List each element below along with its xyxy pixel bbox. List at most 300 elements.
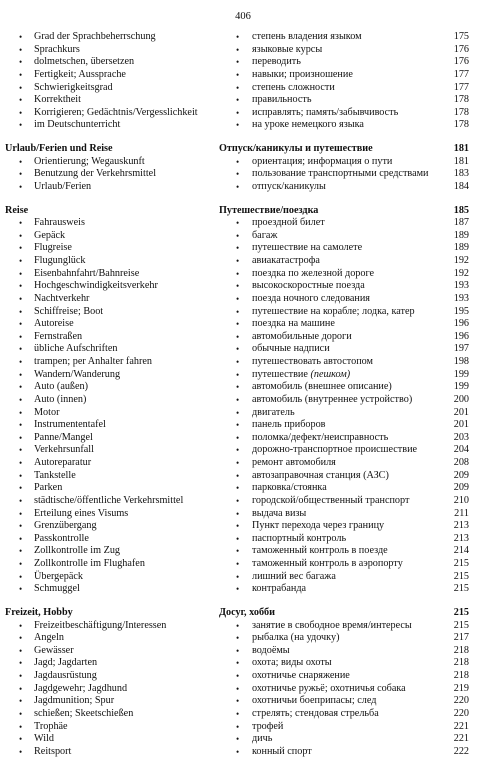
entry-page-number: 192 [453,267,469,279]
bullet-icon: • [236,169,240,180]
entry-ru-text: таможенный контроль в аэропорту [252,558,403,569]
entry-ru [252,645,290,658]
bullet-icon: • [19,306,23,317]
toc-entry [0,495,486,508]
entry-ru [252,369,350,382]
entry-page-number: 195 [453,305,469,317]
entry-de: Zollkontrolle im Flughafen [34,558,145,569]
bullet-icon: • [236,95,240,106]
toc-entry [0,44,486,57]
section-heading [0,143,486,156]
entry-page-number: 222 [453,745,469,757]
entry-ru [252,695,376,708]
entry-ru-text: путешествие на корабле; лодка, катер [252,305,415,317]
entry-ru-text: степень владения языком [252,31,362,42]
bullet-icon: • [236,57,240,68]
toc-entry [0,181,486,194]
entry-ru-text: выдача визы [252,507,307,519]
entry-ru [252,242,362,255]
entry-de: Korrigieren; Gedächtnis/Vergesslichkeit [34,106,198,118]
entry-ru-text: охота; виды охоты [252,657,332,669]
entry-de: Panne/Mangel [34,431,93,443]
entry-de: Gepäck [34,229,66,241]
bullet-icon: • [236,243,240,254]
entry-ru [252,343,330,356]
bullet-icon: • [19,521,23,532]
toc-entry [0,683,486,696]
entry-ru-text: отпуск/каникулы [252,180,326,192]
toc-section [0,205,486,596]
entry-ru-text: навыки; произношение [252,68,353,80]
bullet-icon: • [236,306,240,317]
entry-ru [252,230,277,243]
toc-entry [0,533,486,546]
entry-ru [252,444,417,457]
entry-de: Übergepäck [34,570,84,582]
bullet-icon: • [19,218,23,229]
toc-entry [0,268,486,281]
bullet-icon: • [236,394,240,405]
entry-page-number: 209 [453,469,469,481]
toc-entry [0,558,486,571]
toc-entry [0,407,486,420]
section-heading-ru: Путешествие/поездка [219,204,319,216]
entry-ru [252,255,320,268]
entry-ru [252,470,389,483]
toc-section [0,143,486,194]
entry-de: Schmuggel [34,583,80,595]
entry-ru-text: дорожно-транспортное происшествие [252,444,418,456]
bullet-icon: • [19,156,23,167]
entry-page-number: 187 [453,217,469,229]
toc-entry [0,657,486,670]
entry-ru [252,583,306,596]
bullet-icon: • [19,181,23,192]
entry-ru [252,407,295,420]
bullet-icon: • [19,394,23,405]
section-heading [0,607,486,620]
entry-de: Schwierigkeitsgrad [34,81,113,93]
entry-page-number: 215 [453,558,469,569]
entry-ru [252,508,306,521]
bullet-icon: • [19,107,23,118]
bullet-icon: • [236,483,240,494]
entry-de: Fernstraßen [34,330,83,342]
entry-page-number: 221 [453,733,469,745]
entry-ru-text: поломка/дефект/неисправность [252,431,389,443]
entry-ru [252,495,409,508]
entry-ru-text: поезда ночного следования [252,292,370,304]
entry-ru-text: автомобильные дороги [252,330,352,342]
toc-entry [0,470,486,483]
entry-ru [252,683,406,696]
bullet-icon: • [19,620,23,631]
bullet-icon: • [19,268,23,279]
entry-de: im Deutschunterricht [34,119,121,131]
bullet-icon: • [19,243,23,254]
section-heading-de: Reise [5,204,29,216]
entry-de: Sprachkurs [34,43,80,55]
entry-ru [252,520,384,533]
bullet-icon: • [19,708,23,719]
entry-page-number: 184 [453,180,469,192]
bullet-icon: • [236,521,240,532]
toc-section [0,31,486,132]
entry-ru-text: путешествие на самолете [252,242,363,254]
entry-de: Wild [34,733,54,745]
entry-de: Angeln [34,632,64,644]
entry-ru [252,331,352,344]
bullet-icon: • [236,256,240,266]
bullet-icon: • [19,432,23,443]
toc-entry [0,217,486,230]
entry-ru-text: охотничьи боеприпасы; след [252,695,377,707]
entry-ru [252,168,429,181]
entry-ru [252,107,398,120]
entry-page-number: 218 [453,670,469,681]
entry-page-number: 197 [453,343,469,355]
entry-ru-text: ремонт автомобиля [252,457,336,468]
entry-ru-text: панель приборов [252,419,326,431]
entry-page-number: 177 [453,81,469,93]
entry-de: Nachtverkehr [34,292,90,304]
entry-ru-text: рыбалка (на удочку) [252,632,340,644]
entry-page-number: 218 [453,657,469,669]
entry-ru [252,268,374,281]
entry-page-number: 210 [453,494,469,506]
bullet-icon: • [236,546,240,557]
entry-page-number: 213 [453,532,469,544]
entry-page-number: 201 [453,406,469,418]
entry-ru [252,620,412,633]
entry-de: Passkontrolle [34,532,89,544]
toc-entry [0,746,486,759]
entry-de: Parken [34,482,63,494]
bullet-icon: • [19,571,23,582]
toc-entry [0,168,486,181]
bullet-icon: • [19,293,23,304]
entry-ru [252,306,415,319]
entry-ru-text: автомобиль (внутреннее устройство) [252,393,413,405]
bullet-icon: • [19,470,23,481]
entry-page-number: 199 [453,368,469,380]
entry-ru [252,217,325,230]
entry-de: Auto (innen) [34,393,87,405]
bullet-icon: • [19,382,23,393]
entry-page-number: 217 [453,632,469,644]
bullet-icon: • [19,633,23,644]
bullet-icon: • [236,683,240,694]
bullet-icon: • [19,69,23,80]
entry-de: Fahrausweis [34,217,85,229]
entry-page-number: 200 [453,393,469,405]
entry-ru-text: городской/общественный транспорт [252,494,410,506]
entry-ru [252,419,326,432]
entry-ru [252,533,346,546]
toc-entry [0,242,486,255]
toc-entry [0,69,486,82]
entry-de: Fertigkeit; Aussprache [34,68,126,80]
bullet-icon: • [236,319,240,330]
entry-de: Jagdgewehr; Jagdhund [34,682,128,694]
entry-ru [252,432,388,445]
entry-page-number: 199 [453,381,469,393]
bullet-icon: • [19,533,23,544]
bullet-icon: • [19,331,23,342]
toc-entry [0,156,486,169]
bullet-icon: • [236,645,240,656]
toc-entry [0,119,486,132]
entry-de: Flugunglück [34,255,86,266]
bullet-icon: • [19,683,23,694]
bullet-icon: • [236,721,240,732]
entry-de: Trophäe [34,720,68,732]
bullet-icon: • [19,57,23,68]
entry-page-number: 203 [453,431,469,443]
toc-entry [0,444,486,457]
entry-ru-text: автомобиль (внешнее описание) [252,381,392,393]
bullet-icon: • [19,559,23,569]
toc-entry [0,280,486,293]
entry-page-number: 201 [453,419,469,431]
entry-ru-text: дичь [252,733,273,745]
entry-de: Wandern/Wanderung [34,368,121,380]
entry-de: Autoreise [34,318,74,330]
toc-entry [0,255,486,268]
bullet-icon: • [236,281,240,292]
bullet-icon: • [19,407,23,418]
toc-entry [0,306,486,319]
bullet-icon: • [19,82,23,93]
bullet-icon: • [19,671,23,681]
toc-section [0,607,486,759]
entry-de: Jagdmunition; Spur [34,695,115,707]
entry-de: dolmetschen, übersetzen [34,56,135,68]
toc-entry [0,482,486,495]
toc-entry [0,721,486,734]
entry-page-number: 177 [453,68,469,80]
bullet-icon: • [19,256,23,266]
bullet-icon: • [19,281,23,292]
entry-ru-text: поездка по железной дороге [252,267,375,279]
toc-entry [0,645,486,658]
bullet-icon: • [236,708,240,719]
entry-page-number: 198 [453,356,469,367]
entry-ru-text: поездка на машине [252,318,335,330]
entry-page-number: 178 [453,106,469,118]
entry-ru-text: стрелять; стендовая стрельба [252,707,379,719]
bullet-icon: • [19,369,23,380]
entry-ru [252,571,336,584]
bullet-icon: • [19,734,23,745]
entry-ru-text: трофей [252,720,284,732]
entry-page-number: 211 [454,507,469,519]
toc-entry [0,695,486,708]
entry-de: Auto (außen) [34,381,89,393]
bullet-icon: • [236,533,240,544]
entry-ru [252,69,353,82]
section-heading [0,205,486,218]
bullet-icon: • [19,645,23,656]
entry-ru-text: авиакатастрофа [252,255,320,266]
entry-de: Urlaub/Ferien [34,180,92,192]
entry-page-number: 204 [453,444,469,456]
entry-de: Gewässer [34,644,74,656]
entry-de: Hochgeschwindigkeitsverkehr [34,280,158,292]
entry-ru-text: контрабанда [252,583,307,595]
bullet-icon: • [236,268,240,279]
bullet-icon: • [19,344,23,355]
entry-de: trampen; per Anhalter fahren [34,356,152,367]
entry-page-number: 208 [453,457,469,468]
entry-de: Zollkontrolle im Zug [34,545,121,557]
page-number: 406 [235,11,251,22]
entry-page-number: 196 [453,330,469,342]
toc-entry [0,56,486,69]
bullet-icon: • [19,169,23,180]
entry-de: Verkehrsunfall [34,444,94,456]
entry-ru [252,670,350,683]
entry-ru [252,156,392,169]
toc-entry [0,545,486,558]
entry-ru-text: охотничье ружьё; охотничья собака [252,682,406,694]
bullet-icon: • [236,230,240,241]
entry-ru-text: путешествовать автостопом [252,356,374,367]
entry-ru-text: проездной билет [252,217,325,229]
entry-de: Autoreparatur [34,457,92,468]
toc-entry [0,318,486,331]
toc-entry [0,82,486,95]
entry-page-number: 192 [453,255,469,266]
bullet-icon: • [236,107,240,118]
bullet-icon: • [19,445,23,456]
bullet-icon: • [236,218,240,229]
entry-page-number: 176 [453,43,469,55]
entry-ru-text: Пункт перехода через границу [252,520,385,532]
entry-ru [252,482,327,495]
entry-ru-text: конный спорт [252,745,312,757]
toc-entry [0,356,486,369]
table-of-contents [0,31,486,769]
toc-entry [0,94,486,107]
entry-page-number: 176 [453,56,469,68]
entry-de: Korrektheit [34,94,81,106]
entry-de: Orientierung; Wegauskunft [34,155,145,167]
bullet-icon: • [236,382,240,393]
bullet-icon: • [236,156,240,167]
bullet-icon: • [19,32,23,42]
bullet-icon: • [236,508,240,519]
entry-ru-text: путешествие [252,368,308,380]
bullet-icon: • [236,559,240,569]
bullet-icon: • [236,120,240,131]
entry-de: Grad der Sprachbeherrschung [34,31,156,42]
bullet-icon: • [236,331,240,342]
entry-de: Freizeitbeschäftigung/Interessen [34,619,167,631]
entry-ru-text: обычные надписи [252,343,330,355]
bullet-icon: • [236,344,240,355]
entry-page-number: 220 [453,707,469,719]
entry-page-number: 189 [453,242,469,254]
entry-page-number: 193 [453,280,469,292]
entry-ru-text: двигатель [252,406,295,418]
section-page-number: 181 [453,143,469,154]
entry-ru [252,545,388,558]
bullet-icon: • [236,357,240,367]
entry-page-number: 219 [453,682,469,694]
toc-entry [0,381,486,394]
toc-entry [0,620,486,633]
entry-de: Grenzübergang [34,520,97,532]
bullet-icon: • [236,369,240,380]
bullet-icon: • [19,357,23,367]
entry-de: Eisenbahnfahrt/Bahnreise [34,267,140,279]
entry-ru-text: степень сложности [252,81,335,93]
entry-ru-text: языковые курсы [252,43,323,55]
entry-ru [252,733,272,746]
entry-ru-text: таможенный контроль в поезде [252,545,388,557]
bullet-icon: • [19,746,23,757]
entry-ru [252,632,339,645]
entry-de: Schiffreise; Boot [34,305,104,317]
toc-entry [0,733,486,746]
bullet-icon: • [19,120,23,131]
entry-ru-text: водоёмы [252,644,290,656]
toc-entry [0,708,486,721]
toc-entry [0,457,486,470]
entry-page-number: 175 [453,31,469,42]
entry-page-number: 213 [453,520,469,532]
bullet-icon: • [19,95,23,106]
entry-de: Motor [34,406,60,418]
bullet-icon: • [236,470,240,481]
bullet-icon: • [236,44,240,55]
toc-entry [0,31,486,44]
entry-page-number: 209 [453,482,469,494]
entry-ru [252,44,322,57]
bullet-icon: • [236,495,240,506]
entry-page-number: 215 [453,570,469,582]
entry-page-number: 215 [453,583,469,595]
entry-page-number: 181 [453,155,469,167]
toc-entry [0,520,486,533]
entry-ru-text: исправлять; память/забывчивость [252,106,399,118]
entry-page-number: 178 [453,119,469,131]
entry-de: städtische/öffentliche Verkehrsmittel [34,494,184,506]
bullet-icon: • [19,696,23,707]
bullet-icon: • [236,69,240,80]
entry-ru [252,394,412,407]
section-heading-ru: Досуг, хобби [219,606,276,618]
entry-de: Erteilung eines Visums [34,507,129,519]
entry-ru [252,31,362,44]
bullet-icon: • [236,746,240,757]
entry-de: übliche Aufschriften [34,343,118,355]
bullet-icon: • [19,319,23,330]
entry-de: Tankstelle [34,469,76,481]
bullet-icon: • [236,696,240,707]
entry-page-number: 183 [453,168,469,180]
entry-ru [252,119,364,132]
entry-de: Flugreise [34,242,72,254]
toc-entry [0,432,486,445]
entry-ru [252,318,335,331]
bullet-icon: • [19,483,23,494]
entry-page-number: 214 [453,545,469,557]
entry-page-number: 178 [453,94,469,106]
bullet-icon: • [236,293,240,304]
toc-entry [0,107,486,120]
